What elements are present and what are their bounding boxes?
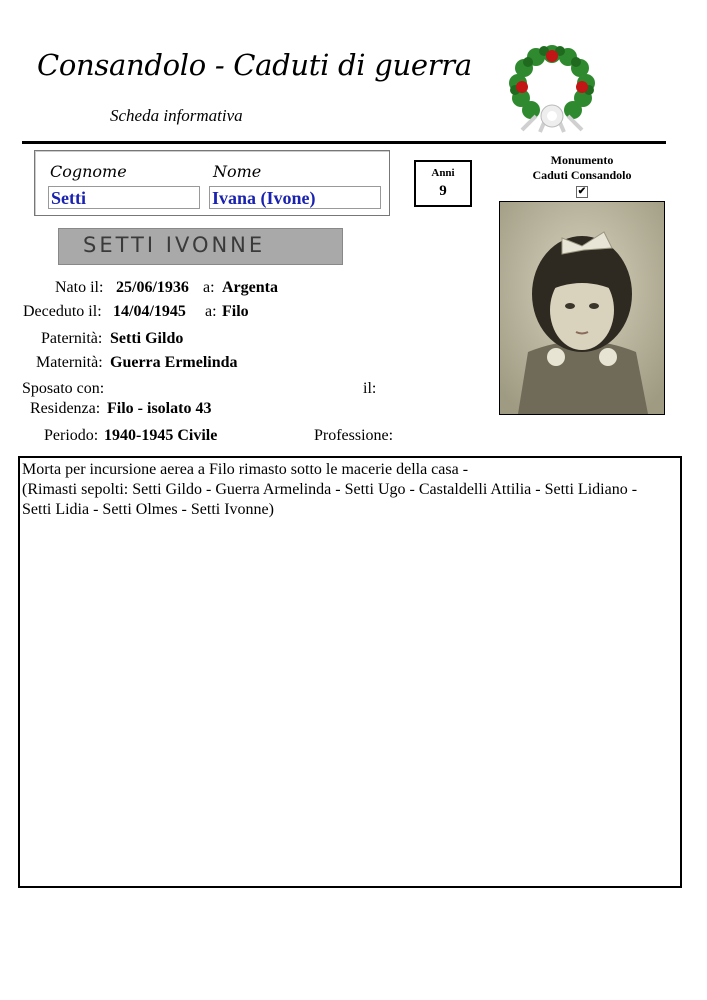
age-value: 9 [439,183,447,199]
firstname-label: Nome [213,162,262,181]
notes-line: (Rimasti sepolti: Setti Gildo - Guerra Armelinda - Setti Ugo - Castaldelli Attilia - Setti Lidiano - [22,481,638,498]
period-value: 1940-1945 Civile [104,427,218,444]
period-label: Periodo: [44,427,99,444]
birth-place-label: a: [203,279,215,296]
surname-label: Cognome [50,162,127,181]
monument-line1: Monumento [550,153,614,167]
birth-place: Argenta [222,279,278,296]
page-subtitle: Scheda informativa [110,106,243,125]
death-place-label: a: [205,303,217,320]
monument-checkbox[interactable]: ✔ [577,186,587,197]
notes-box[interactable] [18,456,682,888]
notes-line: Morta per incursione aerea a Filo rimasto sotto le macerie della casa - [22,461,469,478]
paternity-value: Setti Gildo [110,330,184,347]
age-box [414,160,472,207]
residence-label: Residenza: [30,400,101,417]
death-date: 14/04/1945 [113,303,186,320]
residence-value: Filo - isolato 43 [107,400,212,417]
profession-label: Professione: [314,427,394,444]
monument-line2: Caduti Consandolo [532,168,632,182]
death-place: Filo [222,303,249,320]
firstname-field[interactable]: Ivana (Ivone) [209,186,381,209]
birth-label: Nato il: [55,279,104,296]
spouse-label: Sposato con: [22,380,105,397]
maternity-value: Guerra Ermelinda [110,354,238,371]
monument-info [500,153,664,198]
marriage-date-label: il: [363,380,377,397]
maternity-label: Maternità: [36,354,103,371]
paternity-label: Paternità: [41,330,103,347]
age-label: Anni [431,167,455,179]
page-title: Consandolo - Caduti di guerra [37,48,472,82]
name-plate-text: SETTI IVONNE [83,233,266,257]
name-plate-image [58,228,343,265]
notes-line: Setti Lidia - Setti Olmes - Setti Ivonne) [22,501,274,518]
birth-date: 25/06/1936 [116,279,189,296]
surname-field[interactable]: Setti [48,186,200,209]
portrait-photo [499,201,665,415]
death-label: Deceduto il: [23,303,102,320]
wreath-icon [506,42,598,134]
header-divider [22,141,666,144]
